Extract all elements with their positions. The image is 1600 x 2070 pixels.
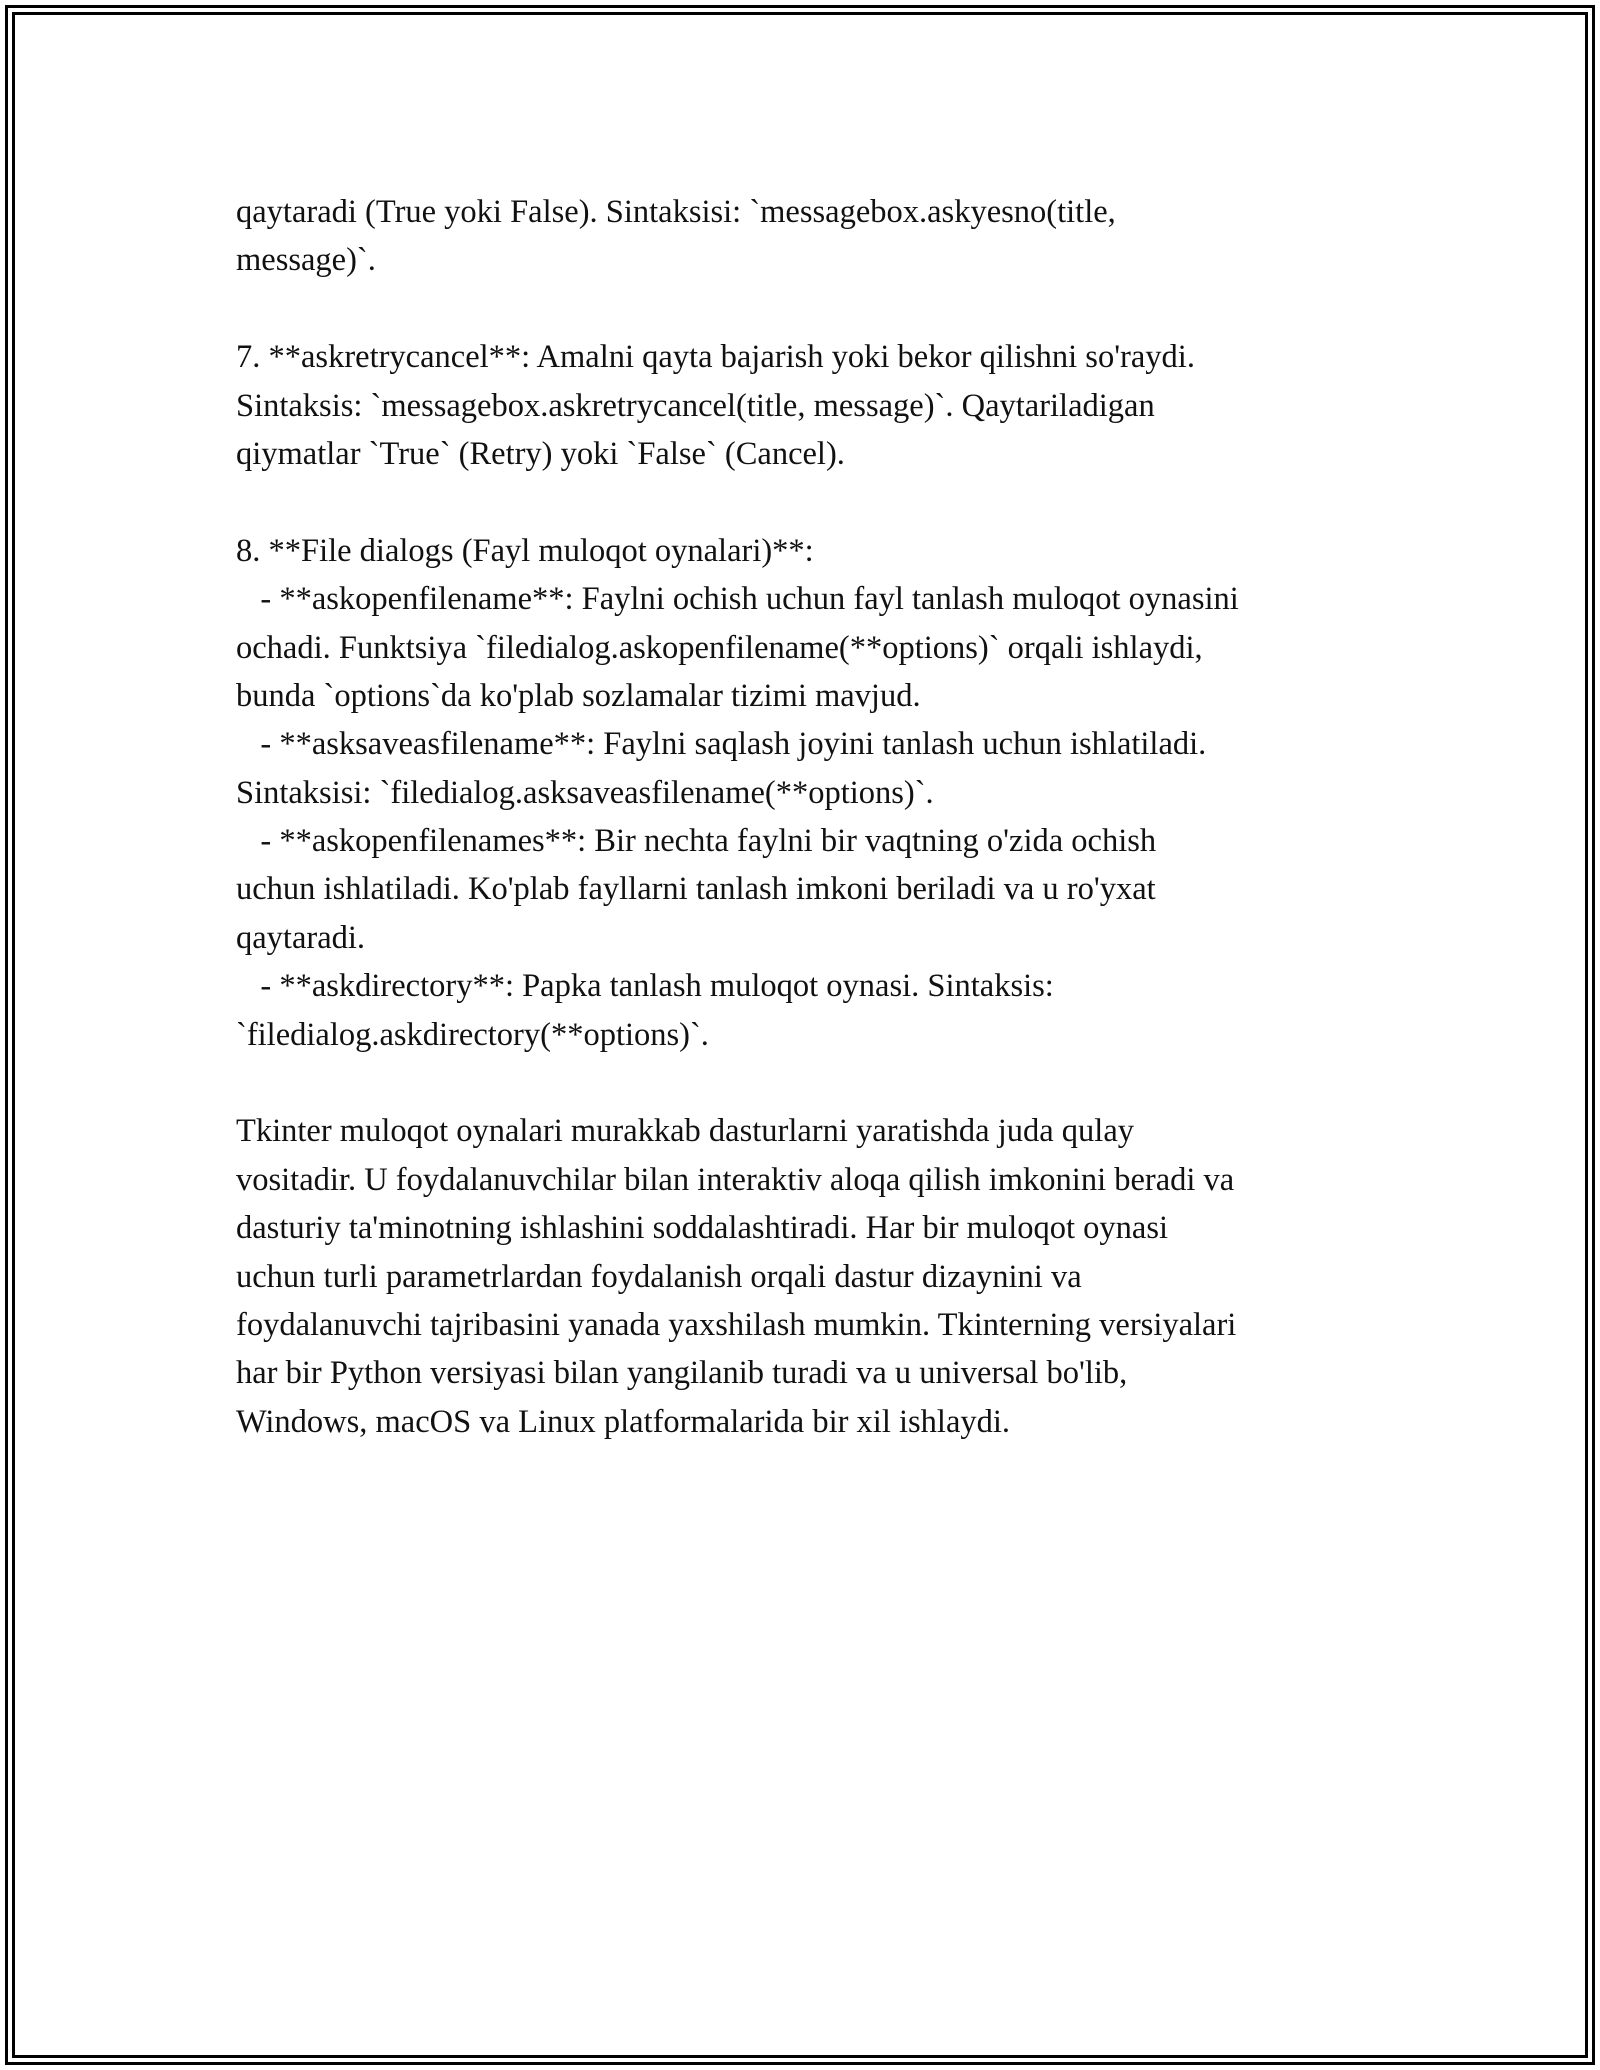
paragraph-askretrycancel bbox=[236, 333, 1376, 478]
text-line: Tkinter muloqot oynalari murakkab dasturlarni yaratishda juda qulay bbox=[236, 1113, 1135, 1150]
document-body bbox=[236, 188, 1376, 1446]
paragraph-conclusion bbox=[236, 1107, 1376, 1446]
text-line: uchun ishlatiladi. Ko'plab fayllarni tanlash imkoni beriladi va u ro'yxat bbox=[236, 871, 1156, 908]
text-line: - **askopenfilename**: Faylni ochish uchun fayl tanlash muloqot oynasini bbox=[236, 581, 1239, 618]
text-line: qaytaradi. bbox=[236, 919, 366, 956]
text-line: har bir Python versiyasi bilan yangilanib turadi va u universal bo'lib, bbox=[236, 1355, 1128, 1392]
text-line: message)`. bbox=[236, 242, 376, 279]
text-line: `filedialog.askdirectory(**options)`. bbox=[236, 1016, 709, 1053]
text-line: Windows, macOS va Linux platformalarida bir xil ishlaydi. bbox=[236, 1403, 1011, 1440]
text-line: uchun turli parametrlardan foydalanish orqali dastur dizaynini va bbox=[236, 1258, 1082, 1295]
text-line: - **askdirectory**: Papka tanlash muloqot oynasi. Sintaksis: bbox=[236, 968, 1054, 1005]
text-line: qaytaradi (True yoki False). Sintaksisi: `messagebox.askyesno(title, bbox=[236, 194, 1116, 230]
paragraph-intro bbox=[236, 188, 1376, 285]
paragraph-file-dialogs bbox=[236, 527, 1376, 1059]
text-line: Sintaksis: `messagebox.askretrycancel(title, message)`. Qaytariladigan bbox=[236, 387, 1155, 424]
paragraph-gap bbox=[236, 1059, 1376, 1107]
paragraph-gap bbox=[236, 285, 1376, 333]
text-line: Sintaksisi: `filedialog.asksaveasfilename(**options)`. bbox=[236, 774, 934, 811]
text-line: ochadi. Funktsiya `filedialog.askopenfilename(**options)` orqali ishlaydi, bbox=[236, 629, 1203, 666]
paragraph-gap bbox=[236, 478, 1376, 526]
text-line: vositadir. U foydalanuvchilar bilan interaktiv aloqa qilish imkonini beradi va bbox=[236, 1161, 1235, 1198]
text-line: 8. **File dialogs (Fayl muloqot oynalari)**: bbox=[236, 532, 814, 569]
text-line: dasturiy ta'minotning ishlashini soddalashtiradi. Har bir muloqot oynasi bbox=[236, 1210, 1168, 1247]
text-line: foydalanuvchi tajribasini yanada yaxshilash mumkin. Tkinterning versiyalari bbox=[236, 1306, 1237, 1343]
text-line: 7. **askretrycancel**: Amalni qayta bajarish yoki bekor qilishni so'raydi. bbox=[236, 339, 1195, 376]
text-line: - **askopenfilenames**: Bir nechta faylni bir vaqtning o'zida ochish bbox=[236, 823, 1157, 860]
text-line: qiymatlar `True` (Retry) yoki `False` (Cancel). bbox=[236, 435, 845, 472]
text-line: - **asksaveasfilename**: Faylni saqlash joyini tanlash uchun ishlatiladi. bbox=[236, 726, 1207, 763]
text-line: bunda `options`da ko'plab sozlamalar tizimi mavjud. bbox=[236, 677, 921, 714]
